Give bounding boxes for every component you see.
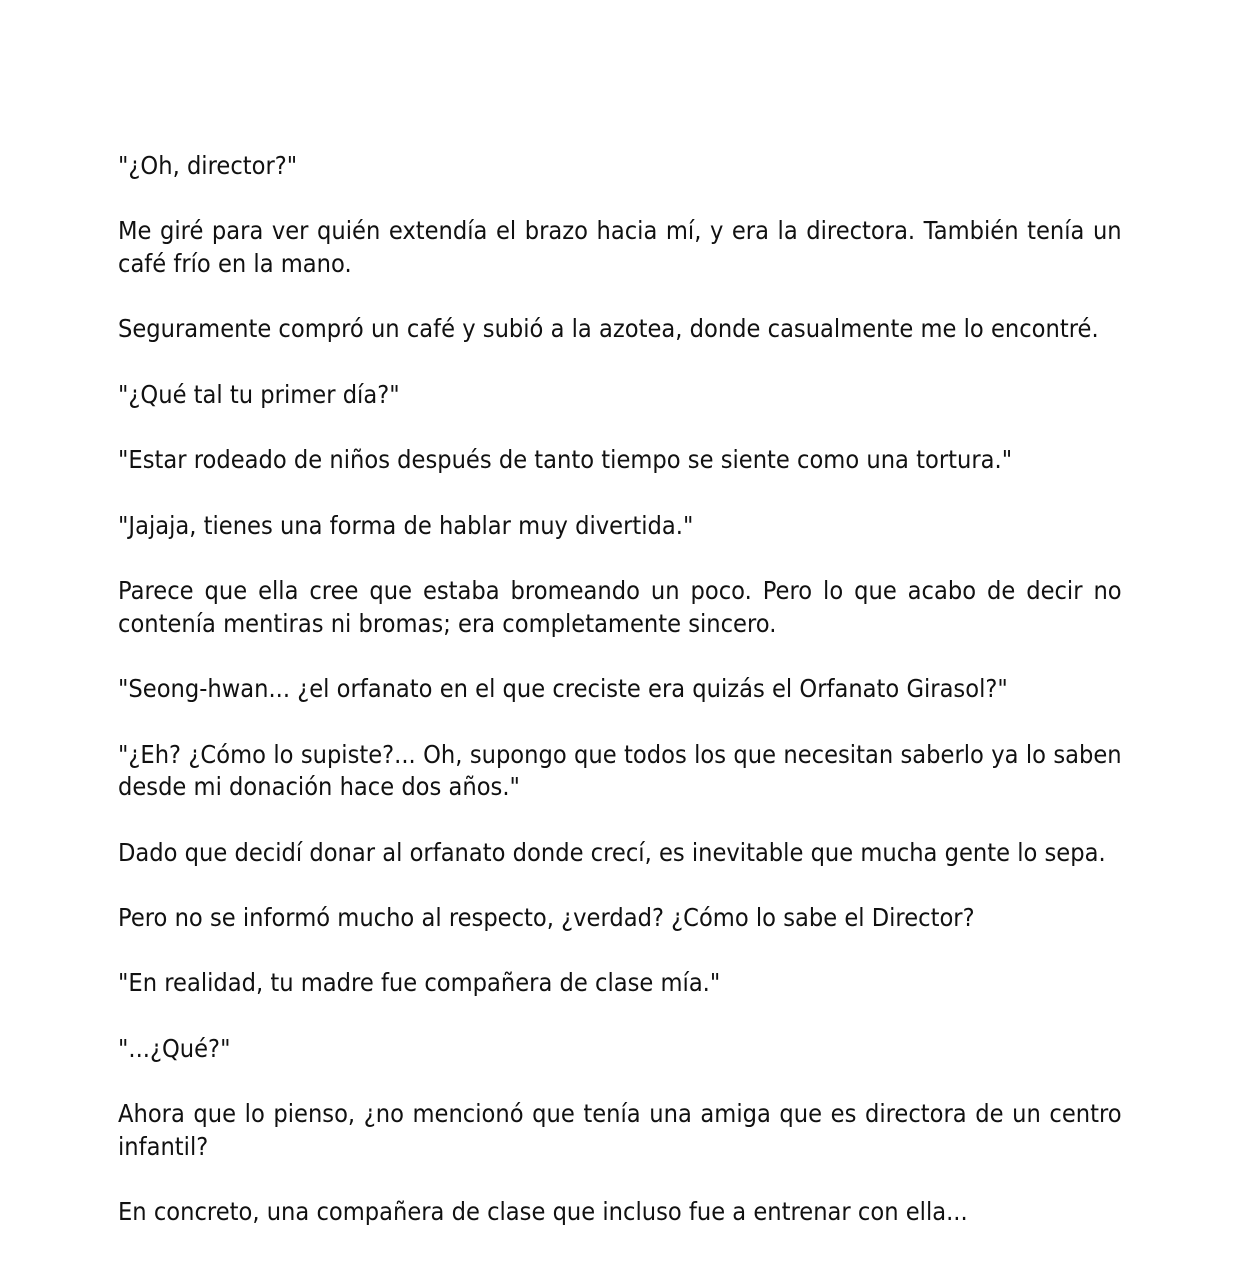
paragraph: "Seong-hwan... ¿el orfanato en el que creciste era quizás el Orfanato Girasol?" <box>118 674 1008 704</box>
paragraph: Me giré para ver quién extendía el brazo hacia mí, y era la directora. También tenía un café frío en la mano. <box>118 216 1122 279</box>
paragraph: Seguramente compró un café y subió a la azotea, donde casualmente me lo encontré. <box>118 314 1099 344</box>
paragraph: "¿Eh? ¿Cómo lo supiste?... Oh, supongo que todos los que necesitan saberlo ya lo saben desde mi donación hace dos años." <box>118 739 1122 802</box>
paragraph: Pero no se informó mucho al respecto, ¿verdad? ¿Cómo lo sabe el Director? <box>118 903 975 933</box>
paragraph: "En realidad, tu madre fue compañera de clase mía." <box>118 968 721 998</box>
paragraph: "¿Oh, director?" <box>118 151 298 180</box>
paragraph: Dado que decidí donar al orfanato donde crecí, es inevitable que mucha gente lo sepa. <box>118 837 1106 867</box>
document-body <box>118 150 1122 1262</box>
paragraph: En concreto, una compañera de clase que incluso fue a entrenar con ella... <box>118 1197 968 1227</box>
paragraph: Ahora que lo pienso, ¿no mencionó que tenía una amiga que es directora de un centro infantil? <box>118 1099 1122 1161</box>
paragraph: "Jajaja, tienes una forma de hablar muy divertida." <box>118 510 694 540</box>
paragraph: "...¿Qué?" <box>118 1033 231 1063</box>
paragraph: Parece que ella cree que estaba bromeando un poco. Pero lo que acabo de decir no contenía mentiras ni bromas; era completamente sincero. <box>118 576 1122 638</box>
paragraph: "Estar rodeado de niños después de tanto tiempo se siente como una tortura." <box>118 445 1013 475</box>
paragraph: "¿Qué tal tu primer día?" <box>118 379 400 409</box>
